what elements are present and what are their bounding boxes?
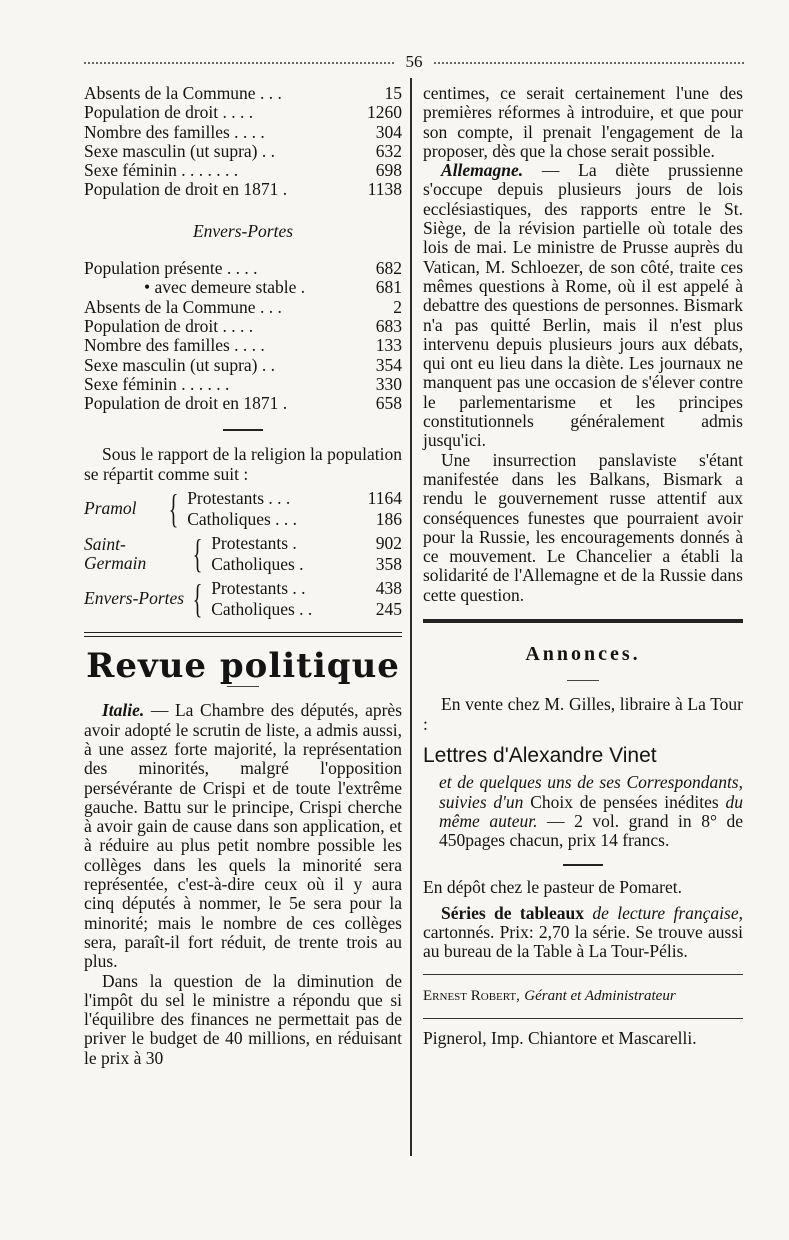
religion-items (187, 488, 402, 530)
religion-items (211, 578, 402, 620)
religion-row: Catholiques . 358 (211, 554, 402, 575)
article-lead: Italie. (102, 700, 145, 721)
stats-row: Sexe masculin (ut supra) . . 632 (84, 140, 402, 161)
article-text: — La Chambre des députés, après avoir adopté le scrutin de liste, a admis aussi, à une assez forte majorité, la représentation des minorités, malgré l'opposition persévérante de Crispi et de toute l'extrême gauche. Battu sur le principe, Crispi cherche à avoir gain de cause dans son application, et à réduire au plus petit nombre possible les collèges dans les quels la minorité sera représentée, c'est-à-dire ceux où il y aura cinq députés à nommer, le 5e sera pour la minorité; mais le nombre de ces collèges sera, paraît-il fort réduit, de trente trois au plus. (84, 700, 403, 972)
stats-row: Nombre des familles . . . . 304 (84, 121, 402, 142)
town-name: Pramol (84, 498, 137, 519)
town-name: Envers-Portes (84, 588, 185, 609)
separator-dash (227, 686, 259, 687)
brace-glyph: { (192, 576, 203, 622)
header-rule-right (434, 62, 744, 64)
italie-article (84, 701, 402, 971)
italie-article-2: Dans la question de la diminution de l'impôt du sel le ministre a répondu que si l'équilibre des finances ne permettait pas de priver le budget de 40 millions, en réduisant le prix à 30 (84, 970, 402, 1068)
stats-row: Population de droit . . . . 1260 (84, 102, 402, 123)
separator-dash (563, 864, 603, 866)
brace-glyph: { (192, 531, 203, 577)
stats-row: Absents de la Commune . . . 15 (84, 83, 402, 103)
religion-intro: Sous le rapport de la religion la population se répartit comme suit : (84, 444, 402, 484)
left-column (84, 84, 402, 1068)
stats-row: Population présente . . . . 682 (84, 258, 402, 279)
rule (423, 974, 743, 975)
religion-row: Protestants . . . 1164 (187, 488, 402, 509)
article-text: — La diète prussienne s'occupe depuis plusieurs jours de lois ecclésiastiques, des rapports entre le St. Siège, de la révision partielle où totale des lois de mai. Le ministre de Prusse auprès du Vatican, M. Schloezer, de son côté, traite ces mêmes questions à Rome, où il est appelé à debattre des questions de personnes. Bismark n'a pas quitté Berlin, mais il n'est plus intervenu depuis plusieurs jours aux débats, qui ont eu lieu dans la diète. Les journaux ne manquent pas une occasion de s'élever contre le parlementarisme et les principes constitutionnels généralement admis jusqu'ici. (423, 160, 744, 451)
religion-group (84, 533, 402, 575)
religion-table (84, 488, 402, 620)
insurrection-article: Une insurrection panslaviste s'étant manifestée dans les Balkans, Bismark a rendu le gouvernement russe attentif aux conséquences funestes que pourraient avoir pour la Russie, les encouragements donnés à ce mouvement. Le Chancelier a établi la solidarité de l'Allemagne et de la Russie dans cette question. (423, 449, 743, 605)
stats-row: Population de droit en 1871 . 658 (84, 393, 402, 414)
stats-table-1 (84, 84, 402, 200)
religion-row: Catholiques . . 245 (211, 599, 402, 620)
right-column (423, 84, 743, 1048)
religion-group (84, 488, 402, 530)
town-name: Saint-Germain (84, 533, 147, 574)
rule (423, 1018, 743, 1019)
continued-text: centimes, ce serait certainement l'une des premières réformes à introduire, et que pour son compte, il prenait l'engagement de la proposer, dès que la chose serait possible. (423, 83, 743, 161)
imprint: Pignerol, Imp. Chiantore et Mascarelli. (423, 1027, 697, 1048)
page-number: 56 (405, 52, 423, 71)
gerant-line: Ernest Robert, Gérant et Administrateur (423, 987, 676, 1004)
stats-row: Sexe féminin . . . . . . 330 (84, 373, 402, 394)
stats-table-2 (84, 259, 402, 413)
stats-row: Absents de la Commune . . . 2 (84, 296, 402, 317)
double-rule (84, 632, 402, 637)
header-rule-left (84, 62, 394, 64)
book-title: Lettres d'Alexandre Vinet (423, 743, 657, 767)
stats-row: Nombre des familles . . . . 133 (84, 335, 402, 356)
separator-dash (223, 429, 263, 431)
annonces-title: Annonces. (525, 643, 641, 666)
vente-text: En vente chez M. Gilles, libraire à La Tour : (423, 694, 743, 734)
religion-row: Catholiques . . . 186 (187, 509, 402, 530)
thick-rule (423, 619, 743, 623)
stats-row: Population de droit en 1871 . 1138 (84, 179, 402, 200)
page-header (84, 52, 744, 72)
depot-text: En dépôt chez le pasteur de Pomaret. (423, 877, 682, 898)
religion-group (84, 578, 402, 620)
religion-items (211, 533, 402, 575)
religion-row: Protestants . 902 (211, 533, 402, 554)
brace-glyph: { (168, 486, 179, 532)
religion-row: Protestants . . 438 (211, 578, 402, 599)
book-description: et de quelques uns de ses Correspondants, suivies d'un Choix de pensées inédites du même auteur. — 2 vol. grand in 8° de 450pages chacun, prix 14 francs. (439, 772, 744, 851)
section-title: Revue politique (86, 646, 400, 687)
article-lead: Allemagne. (441, 160, 524, 181)
section-subtitle: Envers-Portes (192, 220, 294, 241)
stats-row: Sexe féminin . . . . . . . 698 (84, 160, 402, 181)
column-divider (410, 78, 412, 1156)
separator-dash (567, 680, 599, 681)
allemagne-article (423, 161, 743, 450)
stats-row: • avec demeure stable . 681 (144, 277, 402, 298)
series-annonce: Séries de tableaux de lecture française, cartonnés. Prix: 2,70 la série. Se trouve aussi au bureau de la Table à La Tour-Pélis. (423, 902, 743, 962)
stats-row: Sexe masculin (ut supra) . . 354 (84, 354, 402, 375)
stats-row: Population de droit . . . . 683 (84, 315, 402, 336)
